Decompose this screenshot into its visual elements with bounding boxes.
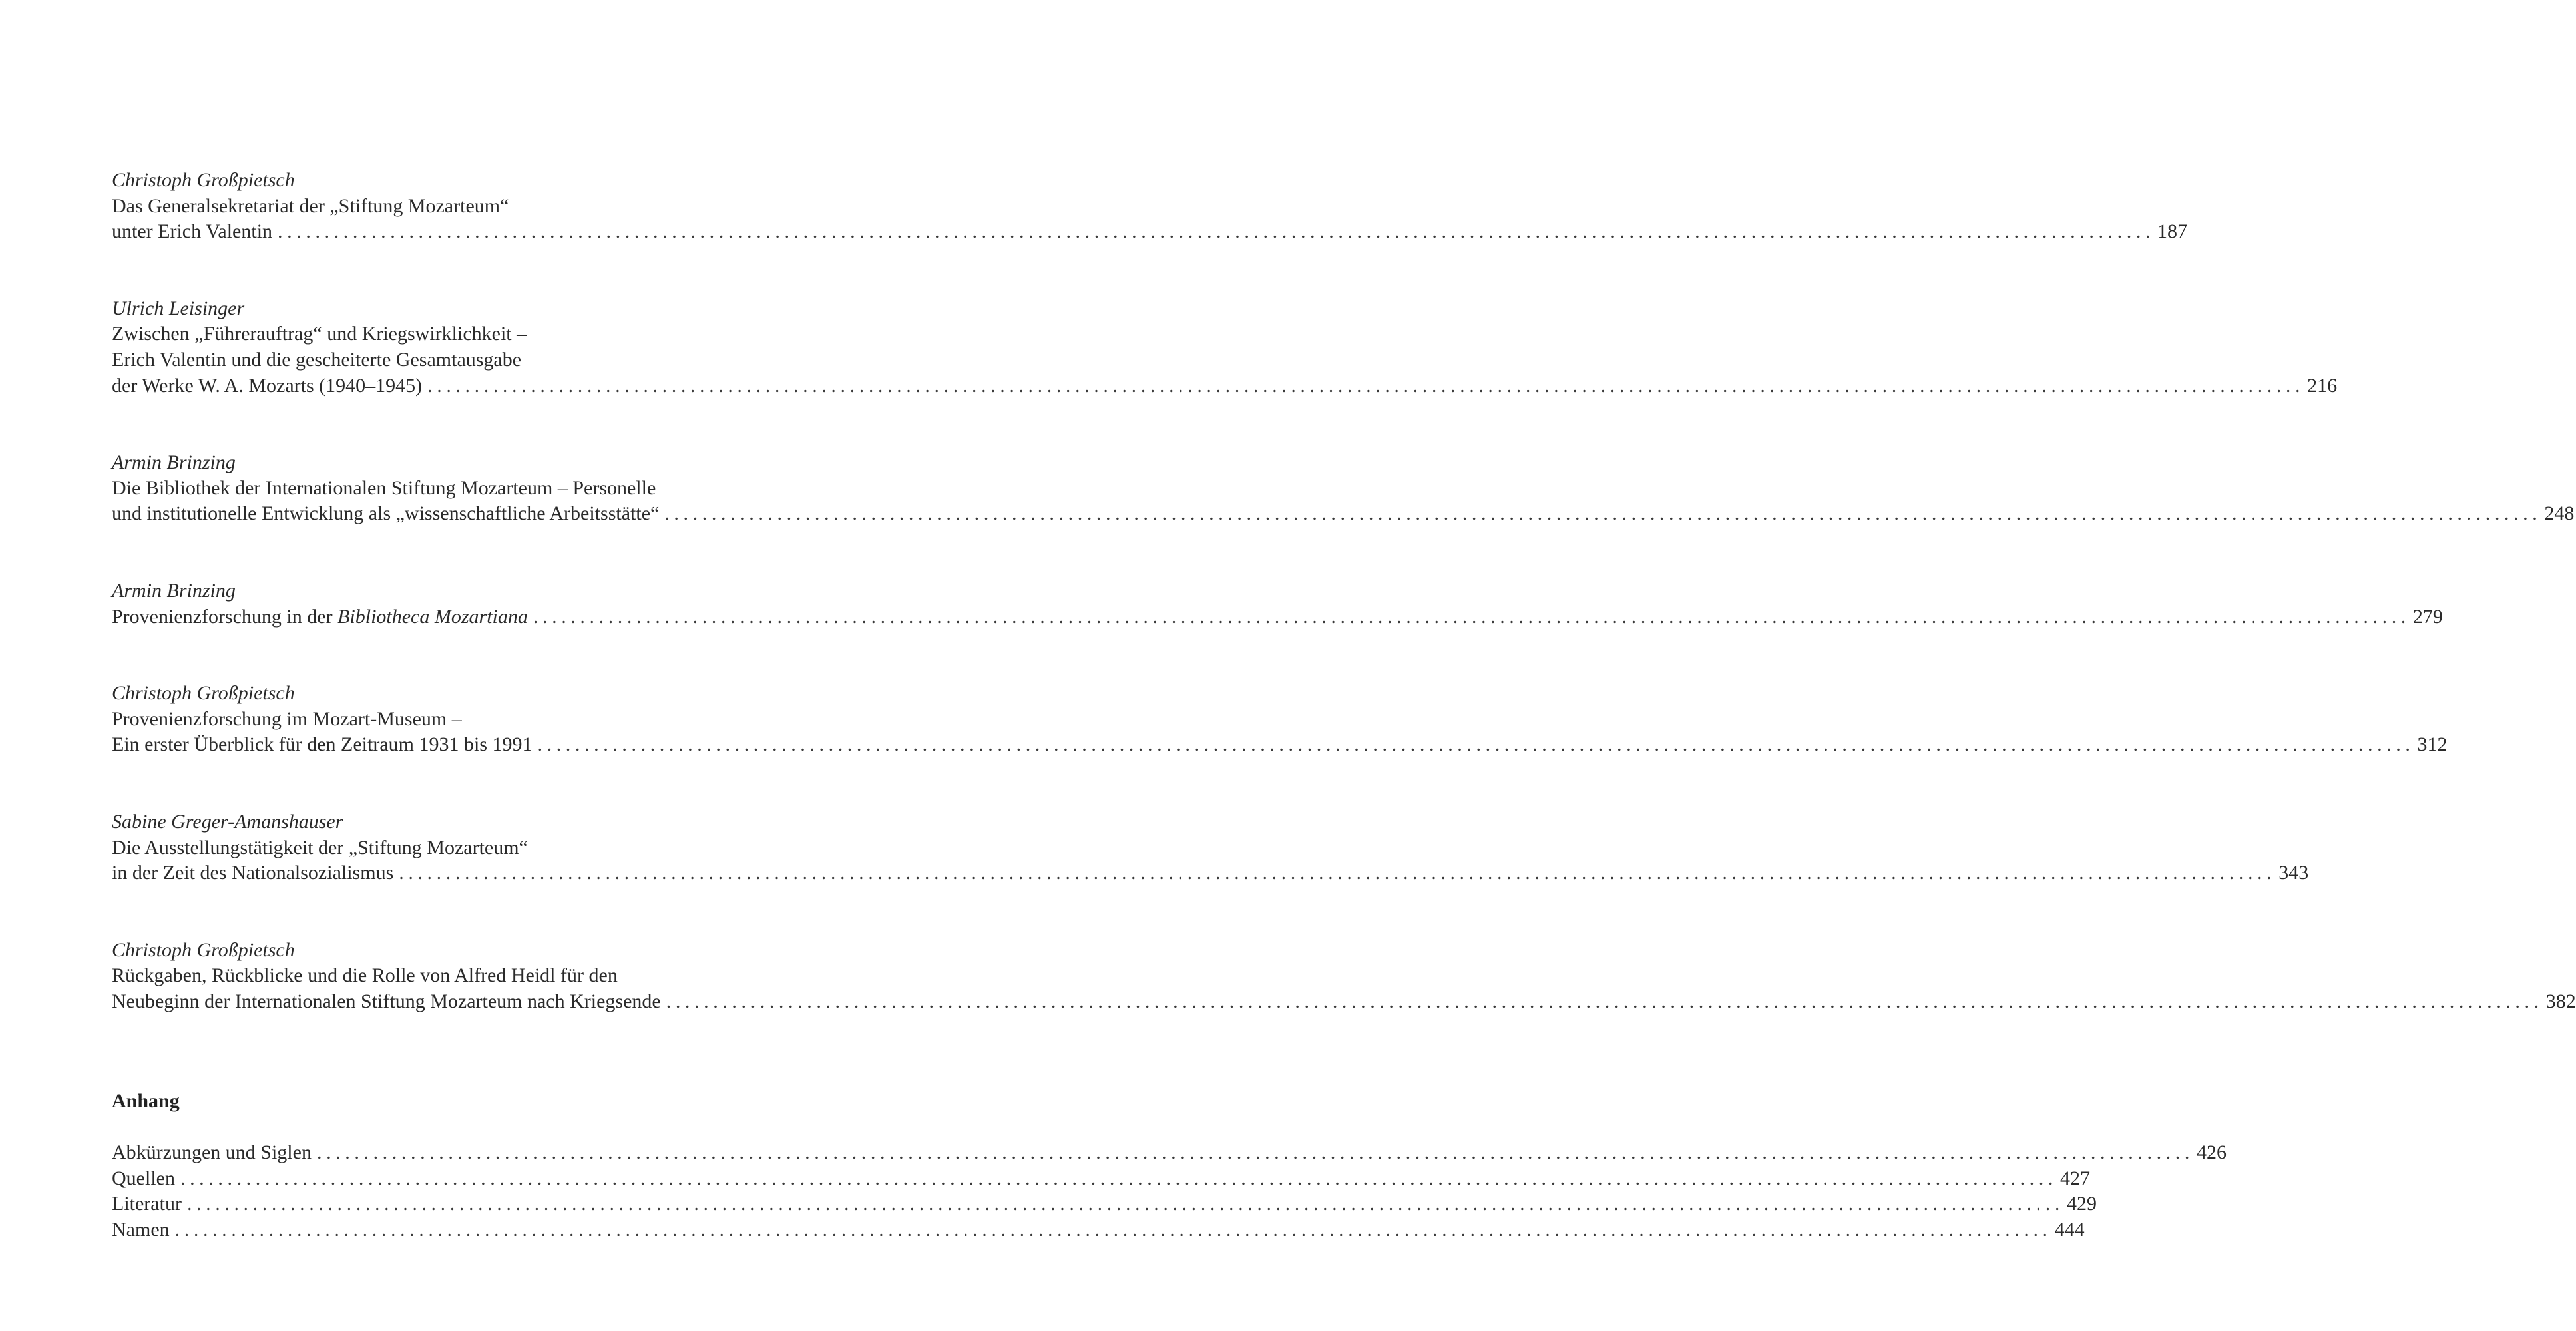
- entry-title-last-line: [112, 373, 2338, 399]
- entry-title-last-line: [112, 732, 2448, 758]
- table-of-contents: [112, 168, 2576, 1242]
- appendix-item: [112, 1166, 2090, 1192]
- appendix-heading: Anhang: [112, 1090, 180, 1113]
- entry-title-line: Die Bibliothek der Internationalen Stiftung Mozarteum – Personelle: [112, 476, 656, 499]
- appendix-item-label: Quellen: [112, 1167, 175, 1189]
- entry-title-last-line: [112, 501, 2575, 527]
- entry-author: Sabine Greger-Amanshauser: [112, 810, 343, 833]
- entry-title-last-line: [112, 860, 2309, 886]
- entry-title-line: Erich Valentin und die gescheiterte Gesamtausgabe: [112, 348, 522, 371]
- entry-title-last-line: [112, 604, 2443, 630]
- dot-leader: ........................................................................................................................................................................................................: [399, 862, 2276, 884]
- toc-entry: [112, 809, 2309, 886]
- appendix-item: [112, 1140, 2227, 1166]
- entry-title-text: der Werke W. A. Mozarts (1940–1945): [112, 374, 423, 397]
- toc-entry: [112, 168, 2188, 245]
- appendix-list: [112, 1140, 2227, 1242]
- page-number: 444: [2054, 1218, 2085, 1240]
- entry-title-text: Ein erster Überblick für den Zeitraum 1931 bis 1991: [112, 733, 533, 756]
- page-number: 279: [2412, 605, 2443, 628]
- page-number: 343: [2278, 862, 2309, 884]
- entry-title-last-line: [112, 219, 2188, 245]
- entry-title-text: und institutionelle Entwicklung als „wissenschaftliche Arbeitsstätte“: [112, 502, 660, 525]
- appendix-item-label: Namen: [112, 1218, 170, 1240]
- toc-entry: [112, 296, 2338, 399]
- entry-title-text: [112, 604, 528, 630]
- page-number: 426: [2196, 1141, 2227, 1164]
- entry-author: Armin Brinzing: [112, 579, 236, 602]
- entry-title-roman: Provenienzforschung in der: [112, 605, 338, 628]
- toc-entry: [112, 578, 2443, 630]
- toc-entry: [112, 450, 2575, 527]
- dot-leader: ........................................................................................................................................................................................................: [180, 1167, 2057, 1189]
- page-number: 382: [2545, 990, 2576, 1012]
- dot-leader: ........................................................................................................................................................................................................: [316, 1141, 2194, 1164]
- entry-title-line: Provenienzforschung im Mozart-Museum –: [112, 707, 462, 730]
- entry-title-line: Rückgaben, Rückblicke und die Rolle von Alfred Heidl für den: [112, 964, 618, 987]
- entry-title-italic: Bibliotheca Mozartiana: [337, 605, 528, 628]
- entry-title-line: Zwischen „Führerauftrag“ und Kriegswirklichkeit –: [112, 323, 527, 345]
- toc-entry: [112, 938, 2576, 1015]
- dot-leader: ........................................................................................................................................................................................................: [664, 502, 2542, 525]
- dot-leader: ........................................................................................................................................................................................................: [533, 605, 2410, 628]
- entry-title-text: in der Zeit des Nationalsozialismus: [112, 862, 394, 884]
- appendix-item-label: Literatur: [112, 1193, 182, 1215]
- page-number: 312: [2417, 733, 2448, 756]
- appendix-item: [112, 1217, 2085, 1243]
- dot-leader: ........................................................................................................................................................................................................: [427, 374, 2305, 397]
- entry-title-text: unter Erich Valentin: [112, 220, 273, 243]
- entry-title-line: Die Ausstellungstätigkeit der „Stiftung Mozarteum“: [112, 836, 528, 858]
- entry-author: Christoph Großpietsch: [112, 682, 295, 705]
- page-number: 429: [2066, 1193, 2097, 1215]
- page-number: 187: [2157, 220, 2188, 243]
- entry-author: Christoph Großpietsch: [112, 169, 295, 191]
- appendix-item: [112, 1191, 2097, 1217]
- entry-author: Christoph Großpietsch: [112, 938, 295, 961]
- entry-title-text: Neubeginn der Internationalen Stiftung Mozarteum nach Kriegsende: [112, 990, 661, 1012]
- dot-leader: ........................................................................................................................................................................................................: [186, 1193, 2064, 1215]
- dot-leader: ........................................................................................................................................................................................................: [666, 990, 2543, 1012]
- entry-title-last-line: [112, 989, 2576, 1015]
- entry-title-line: Das Generalsekretariat der „Stiftung Mozarteum“: [112, 194, 509, 217]
- page-number: 248: [2544, 502, 2575, 525]
- dot-leader: ........................................................................................................................................................................................................: [537, 733, 2415, 756]
- dot-leader: ........................................................................................................................................................................................................: [278, 220, 2155, 243]
- page-number: 216: [2307, 374, 2338, 397]
- dot-leader: ........................................................................................................................................................................................................: [174, 1218, 2052, 1240]
- entry-author: Armin Brinzing: [112, 451, 236, 474]
- appendix-item-label: Abkürzungen und Siglen: [112, 1141, 312, 1164]
- page-number: 427: [2059, 1167, 2090, 1189]
- toc-entry: [112, 681, 2448, 758]
- entry-author: Ulrich Leisinger: [112, 297, 245, 319]
